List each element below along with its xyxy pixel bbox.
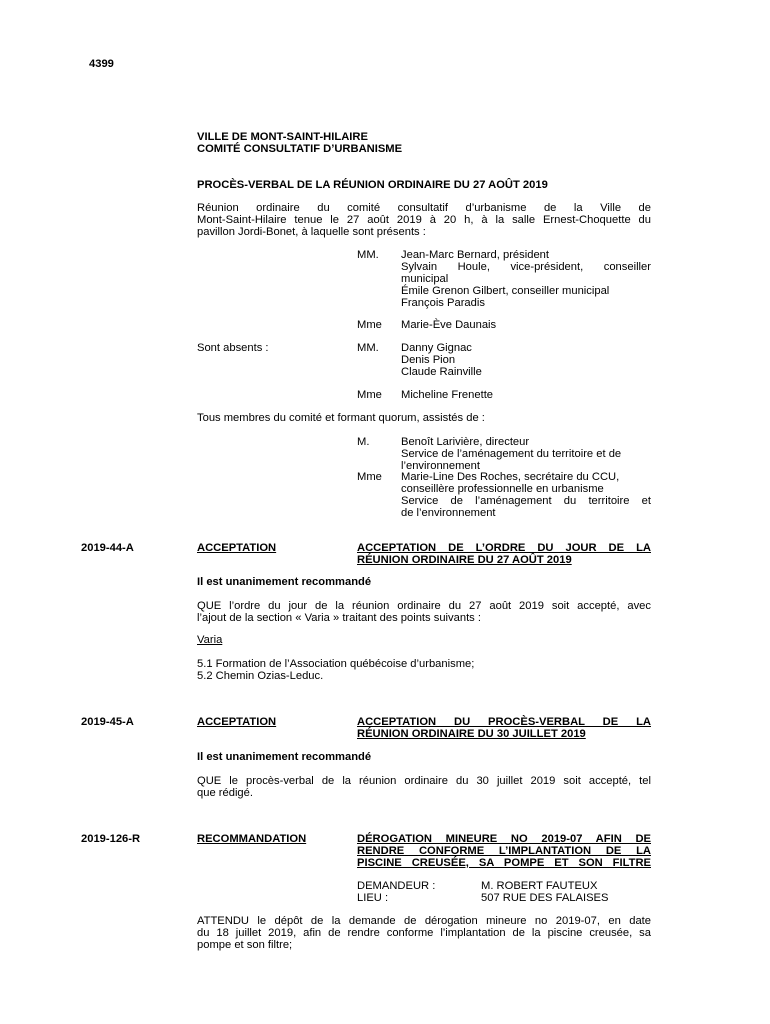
assistant-line: Service de l’aménagement du territoire et <box>401 495 651 507</box>
attendee-name: municipal <box>401 273 449 285</box>
section-type: RECOMMANDATION <box>197 833 307 845</box>
body-line: l’ajout de la section « Varia » traitant des points suivants : <box>197 612 481 624</box>
absent-name: Denis Pion <box>401 354 456 366</box>
quorum-text: Tous membres du comité et formant quorum, assistés de : <box>197 412 485 424</box>
body-line: QUE l’ordre du jour de la réunion ordinaire du 27 août 2019 soit accepté, avec <box>197 600 651 612</box>
section-title-line: ACCEPTATION DE L’ORDRE DU JOUR DE LA <box>357 542 651 554</box>
lieu-value: 507 RUE DES FALAISES <box>481 892 609 904</box>
present-mm-title: MM. <box>357 249 379 261</box>
assisted-m-title: M. <box>357 436 370 448</box>
section-title <box>357 833 651 869</box>
intro-line: Réunion ordinaire du comité consultatif d’urbanisme de la Ville de <box>197 202 651 214</box>
intro-paragraph <box>197 202 651 238</box>
section-title-line: RENDRE CONFORME L’IMPLANTATION DE LA <box>357 845 651 857</box>
section-title-line: RÉUNION ORDINAIRE DU 27 AOÛT 2019 <box>357 554 572 566</box>
varia-item: 5.2 Chemin Ozias-Leduc. <box>197 670 324 682</box>
header-committee: COMITÉ CONSULTATIF D’URBANISME <box>197 143 403 155</box>
attendee-name: Jean-Marc Bernard, président <box>401 249 549 261</box>
absent-mm-title: MM. <box>357 342 379 354</box>
section-title <box>357 716 651 740</box>
intro-line: pavillon Jordi-Bonet, à laquelle sont présents : <box>197 226 426 238</box>
present-mm-names <box>401 249 651 309</box>
intro-line: Mont-Saint-Hilaire tenue le 27 août 2019 à 20 h, à la salle Ernest-Choquette du <box>197 214 651 226</box>
section-number: 2019-44-A <box>81 542 134 554</box>
section-title-line: RÉUNION ORDINAIRE DU 30 JUILLET 2019 <box>357 728 586 740</box>
section-title <box>357 542 651 566</box>
assistant-line: Service de l’aménagement du territoire et de <box>401 448 622 460</box>
attendu-paragraph <box>197 915 651 951</box>
section-title-line: PISCINE CREUSÉE, SA POMPE ET SON FILTRE <box>357 857 651 869</box>
assisted-mme-lines <box>401 471 651 519</box>
lieu-label: LIEU : <box>357 892 389 904</box>
present-mme-title: Mme <box>357 319 382 331</box>
demandeur-value: M. ROBERT FAUTEUX <box>481 880 598 892</box>
absent-name: Danny Gignac <box>401 342 472 354</box>
assistant-line: Marie-Line Des Roches, secrétaire du CCU, <box>401 471 620 483</box>
page-number: 4399 <box>89 58 114 70</box>
attendu-line: ATTENDU le dépôt de la demande de dérogation mineure no 2019-07, en date <box>197 915 651 927</box>
attendee-name: Sylvain Houle, vice-président, conseiller <box>401 261 651 273</box>
demandeur-label: DEMANDEUR : <box>357 880 436 892</box>
attendee-name: Émile Grenon Gilbert, conseiller municipal <box>401 285 610 297</box>
assistant-line: conseillère professionnelle en urbanisme <box>401 483 604 495</box>
absent-name: Claude Rainville <box>401 366 482 378</box>
assisted-mme-title: Mme <box>357 471 382 483</box>
body-line: que rédigé. <box>197 787 253 799</box>
section-body <box>197 600 651 624</box>
attendee-name: François Paradis <box>401 297 485 309</box>
section-title-line: ACCEPTATION DU PROCÈS-VERBAL DE LA <box>357 716 651 728</box>
varia-list <box>197 658 474 682</box>
recommended-label: Il est unanimement recommandé <box>197 751 372 763</box>
section-title-line: DÉROGATION MINEURE NO 2019-07 AFIN DE <box>357 833 651 845</box>
attendu-line: du 18 juillet 2019, afin de rendre conforme l’implantation de la piscine creusée, sa <box>197 927 651 939</box>
body-line: QUE le procès-verbal de la réunion ordinaire du 30 juillet 2019 soit accepté, tel <box>197 775 651 787</box>
header-city: VILLE DE MONT-SAINT-HILAIRE <box>197 131 368 143</box>
section-number: 2019-126-R <box>81 833 141 845</box>
section-body <box>197 775 651 799</box>
varia-item: 5.1 Formation de l’Association québécoise d’urbanisme; <box>197 658 475 670</box>
assistant-line: Benoît Larivière, directeur <box>401 436 530 448</box>
section-number: 2019-45-A <box>81 716 134 728</box>
absent-label: Sont absents : <box>197 342 269 354</box>
assistant-line: de l’environnement <box>401 507 496 519</box>
section-type: ACCEPTATION <box>197 542 277 554</box>
assistant-line: l’environnement <box>401 460 480 472</box>
recommended-label: Il est unanimement recommandé <box>197 576 372 588</box>
absent-mm-names <box>401 342 482 378</box>
document-title: PROCÈS-VERBAL DE LA RÉUNION ORDINAIRE DU 27 AOÛT 2019 <box>197 179 548 191</box>
present-mme-name: Marie-Ève Daunais <box>401 319 497 331</box>
varia-heading: Varia <box>197 634 223 646</box>
assisted-m-lines <box>401 436 651 472</box>
section-type: ACCEPTATION <box>197 716 277 728</box>
absent-mme-title: Mme <box>357 389 382 401</box>
absent-mme-name: Micheline Frenette <box>401 389 494 401</box>
attendu-line: pompe et son filtre; <box>197 939 293 951</box>
